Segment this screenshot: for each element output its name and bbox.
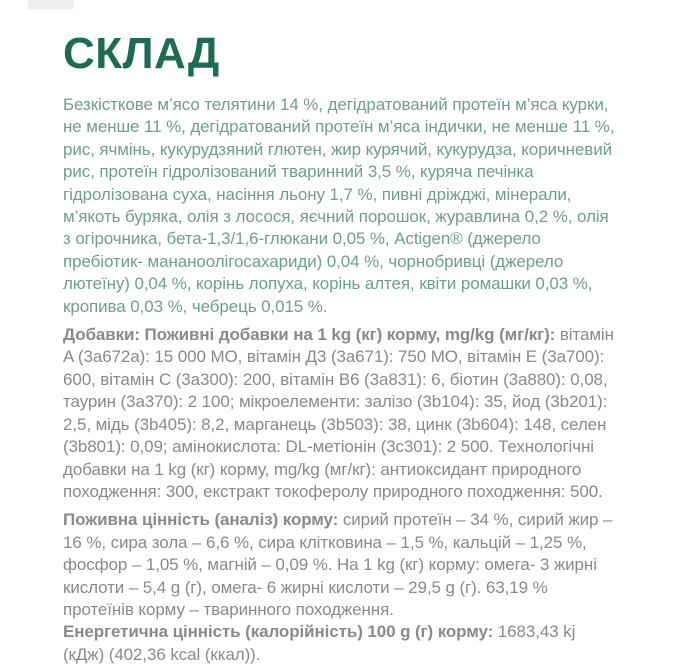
nutrition-label: Поживна цінність (аналіз) корму:	[63, 510, 339, 530]
additives-text: вітамін A (3a672a): 15 000 МО, вітамін Д3 (3a671): 750 МО, вітамін E (3a700): 600, вітамін C (3a300): 200, вітамін B6 (3a831): 6, біотин (3a880): 0,08, таурин (3a370): 2 100; мікроелементи: залізо (3b104): 35, йод (3b201): 2,5, мідь (3b405): 8,2, марганець (3b503): 38, цинк (3b604): 148, селен (3b801): 0,09; амінокислота: DL-метіонін (3c301): 2 500. Технологічні добавки на 1 kg (кг) корму, mg/kg (мг/кг): антиоксидант природного походження: 300, екстракт токоферолу природного походження: 500.	[63, 325, 614, 501]
energy-paragraph	[63, 621, 620, 666]
composition-paragraph	[63, 94, 620, 318]
nutrition-paragraph	[63, 509, 620, 621]
nutrition-text: сирий протеїн – 34 %, сирий жир – 16 %, сира зола – 6,6 %, сира клітковина – 1,5 %, кальцій – 1,25 %, фосфор – 1,05 %, магній – 0,09 %. На 1 kg (кг) корму: омега- 3 жирні кислоти – 5,4 g (г), омега- 6 жирні кислоти – 29,5 g (г). 63,19 % протеїнів корму – тваринного походження.	[63, 510, 613, 619]
energy-text: 1683,43 kj (кДж) (402,36 kcal (ккал)).	[63, 622, 576, 664]
label-content	[63, 94, 620, 666]
additives-label: Добавки: Поживні добавки на 1 kg (кг) корму, mg/kg (мг/кг):	[63, 325, 556, 345]
composition-text: Безкісткове м’ясо телятини 14 %, дегідратований протеїн м’яса курки, не менше 11 %, дегідратований протеїн м’яса індички, не менше 11 %, рис, ячмінь, кукурудзяний глютен, жир курячий, кукурудза, коричневий рис, протеїн гідролізований тваринний 3,5 %, куряча печінка гідролізована суха, насіння льону 1,7 %, пивні дріжджі, мінерали, м’якоть буряка, олія з лосося, яєчний порошок, журавлина 0,2 %, олія з огірочника, бета-1,3/1,6-глюкани 0,05 %, Actigen® (джерело пребіотик- мананоолігосахариди) 0,04 %, чорнобривці (джерело лютеїну) 0,04 %, корінь лопуха, корінь алтея, квіти ромашки 0,03 %, кропива 0,03 %, чебрець 0,015 %.	[63, 95, 615, 316]
energy-label: Енергетична цінність (калорійність) 100 g (г) корму:	[63, 622, 494, 642]
page-title: СКЛАД	[63, 29, 220, 78]
scan-artifact	[28, 0, 74, 9]
additives-paragraph	[63, 324, 620, 503]
